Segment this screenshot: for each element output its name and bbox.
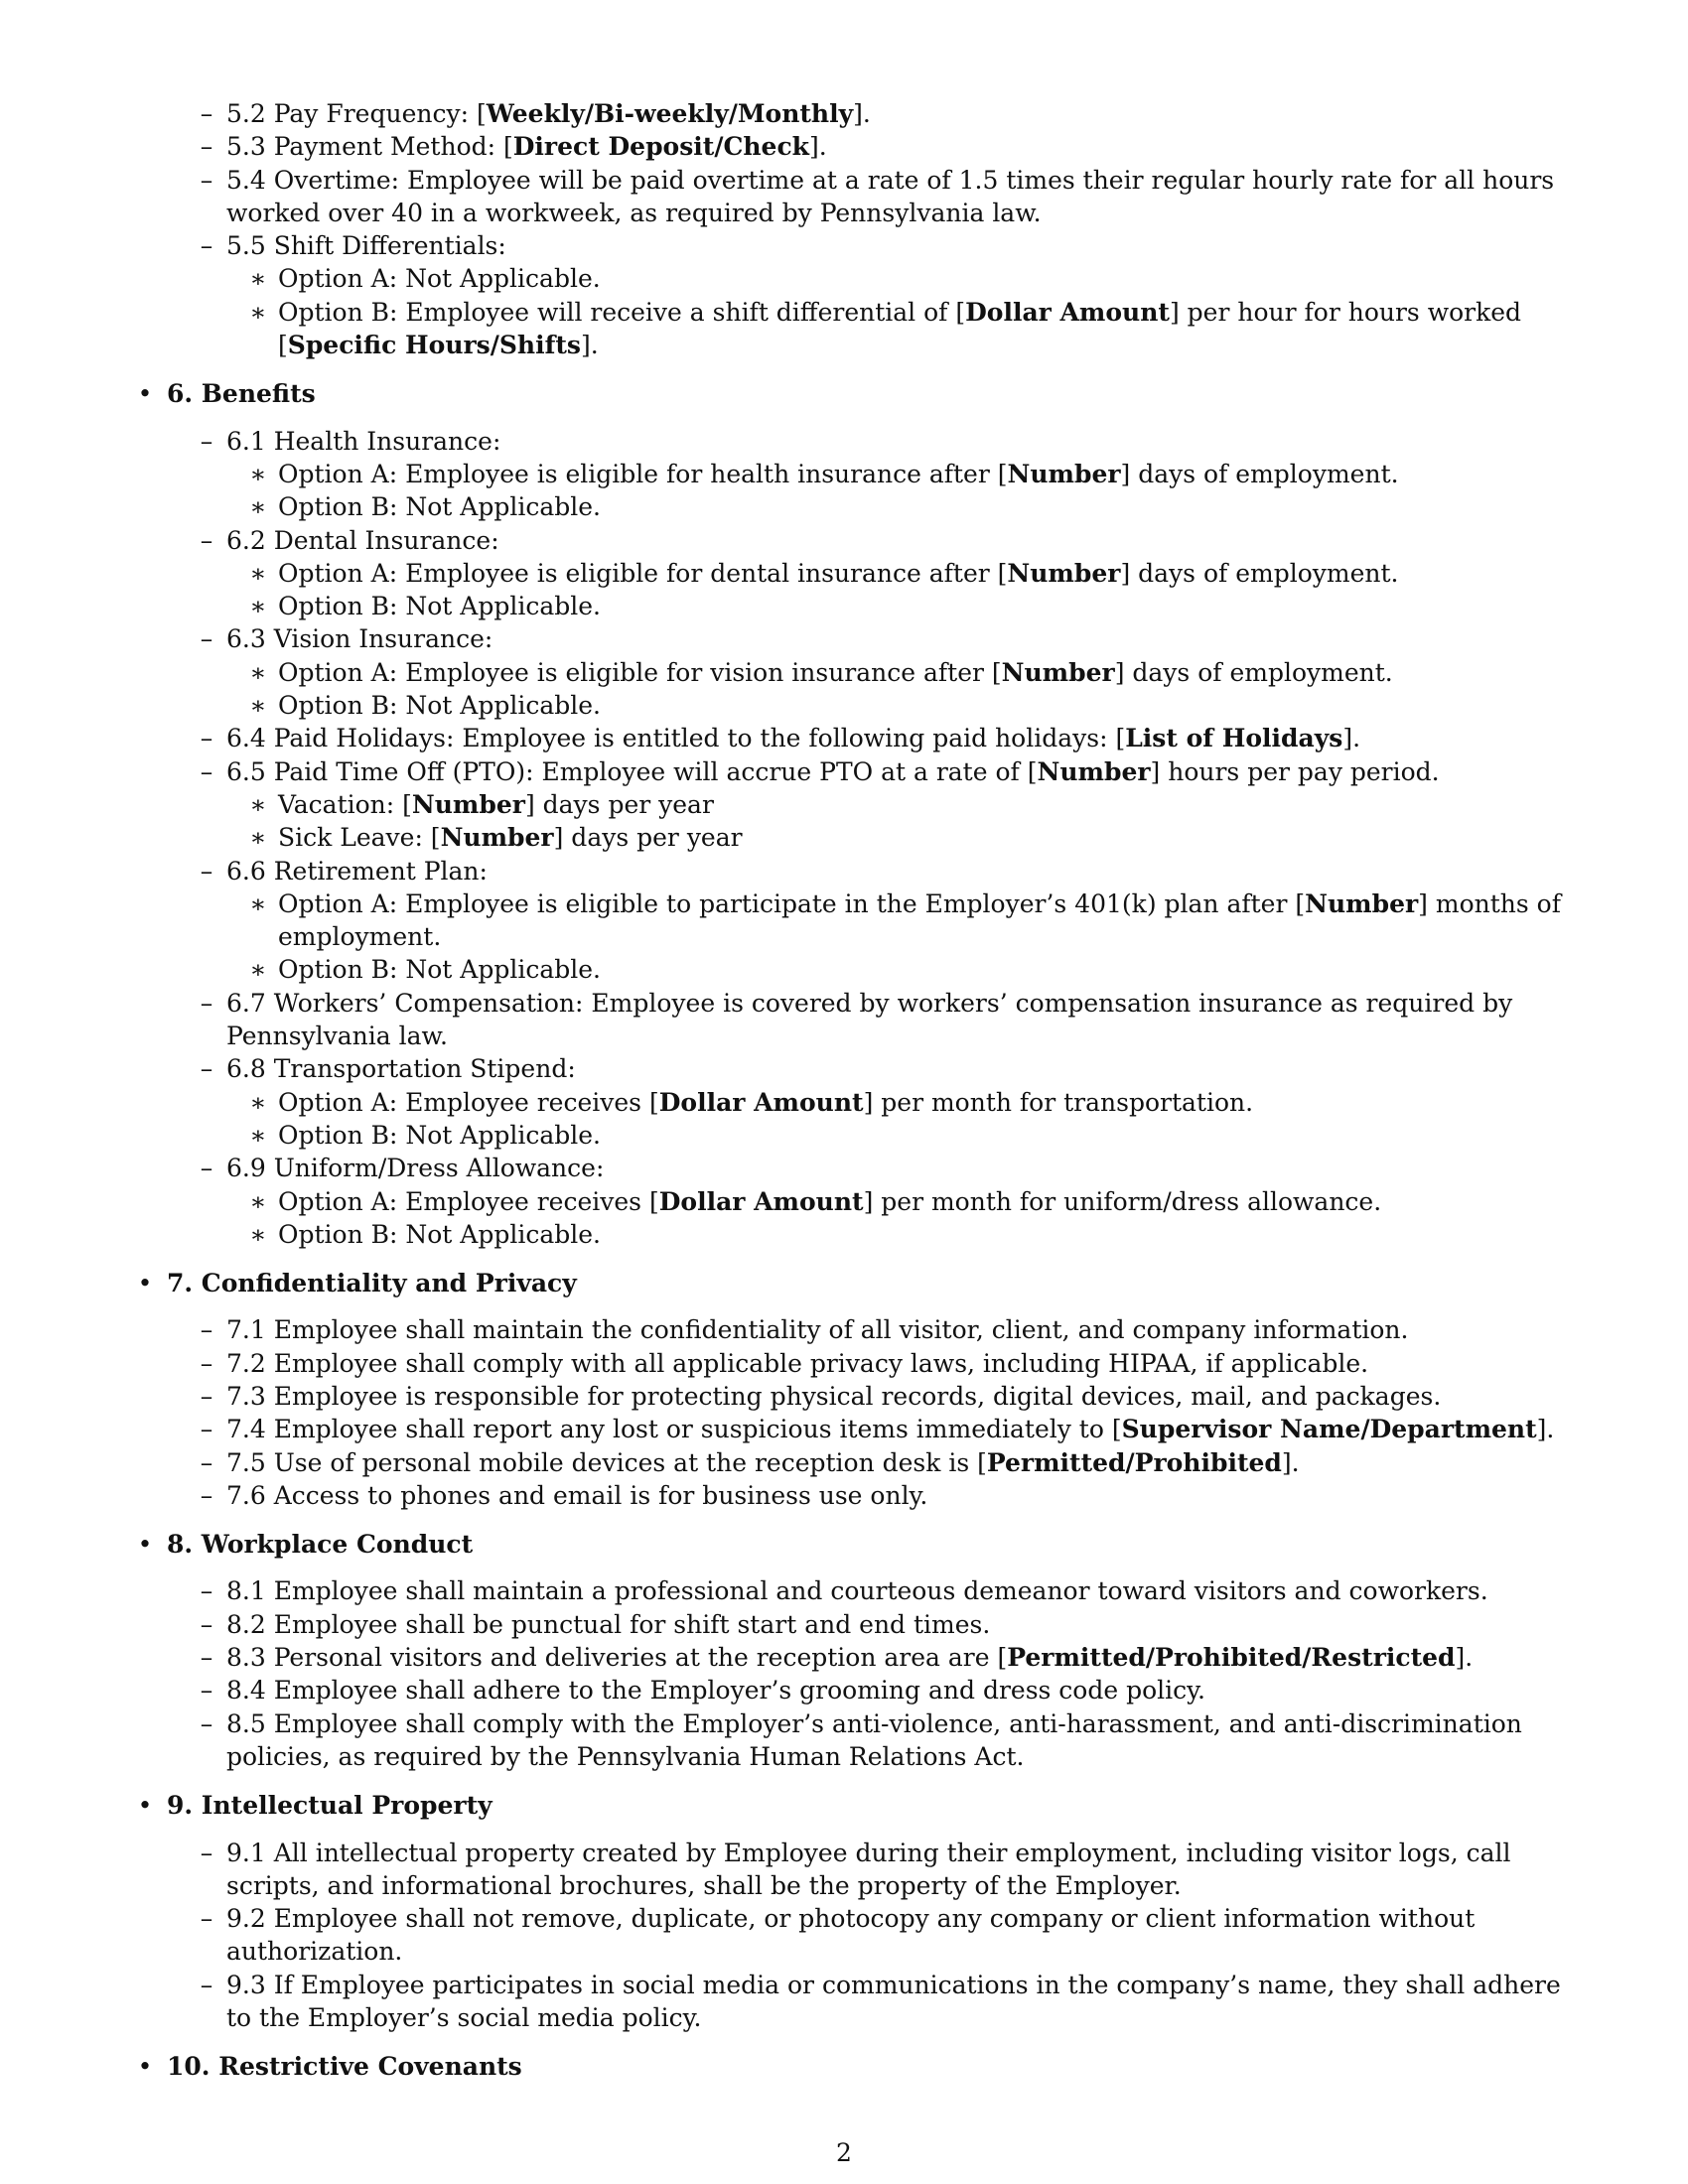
asterisk-icon: ∗ <box>249 264 267 294</box>
dash-icon: – <box>200 988 213 1018</box>
option-body <box>278 262 1585 295</box>
document-body <box>135 97 1585 2084</box>
placeholder-field: Number <box>440 823 554 853</box>
section-title: 10. Restrictive Covenants <box>167 2052 522 2082</box>
asterisk-icon: ∗ <box>249 823 267 853</box>
option-item <box>226 953 1585 986</box>
clause-text: 6.5 Paid Time Off (PTO): Employee will accrue PTO at a rate of [ <box>226 756 1038 786</box>
clause-text: Option A: Employee receives [ <box>278 1186 659 1216</box>
clause-text: 7.3 Employee is responsible for protecting physical records, digital devices, mail, and packages. <box>226 1381 1442 1411</box>
clause-text: ] months of employment. <box>278 888 1561 952</box>
option-body <box>278 656 1585 689</box>
dash-icon: – <box>200 1838 213 1867</box>
clause-body <box>226 1902 1585 1969</box>
clause-item <box>167 1837 1585 1903</box>
bullet-icon: • <box>137 1530 153 1560</box>
clause-item <box>167 1380 1585 1413</box>
placeholder-field: List of Holidays <box>1125 724 1343 753</box>
dash-icon: – <box>200 1576 213 1606</box>
clause-text: 6.2 Dental Insurance: <box>226 525 499 555</box>
option-list <box>226 458 1585 524</box>
option-list <box>226 557 1585 623</box>
clause-item <box>167 722 1585 754</box>
option-item <box>226 490 1585 523</box>
section-7 <box>135 1528 1585 1773</box>
clause-text: 5.2 Pay Frequency: [ <box>226 99 487 128</box>
bullet-icon: • <box>137 2052 153 2082</box>
option-body <box>278 1086 1585 1119</box>
section-9 <box>135 2050 1585 2083</box>
clause-text: ]. <box>1342 724 1361 753</box>
asterisk-icon: ∗ <box>249 789 267 819</box>
dash-icon: – <box>200 1904 213 1934</box>
clause-text: Option B: Not Applicable. <box>278 592 601 621</box>
clause-body <box>226 97 1585 130</box>
clause-text: 8.2 Employee shall be punctual for shift start and end times. <box>226 1609 991 1639</box>
dash-icon: – <box>200 624 213 654</box>
clause-item <box>167 1674 1585 1706</box>
placeholder-field: Direct Deposit/Check <box>512 132 809 162</box>
option-item <box>226 557 1585 590</box>
asterisk-icon: ∗ <box>249 955 267 985</box>
option-item <box>226 262 1585 295</box>
clause-list <box>135 97 1585 361</box>
option-item <box>226 689 1585 722</box>
placeholder-field: Weekly/Bi-weekly/Monthly <box>486 99 854 128</box>
clause-body <box>226 1413 1585 1445</box>
dash-icon: – <box>200 1447 213 1477</box>
clause-list <box>167 1574 1585 1773</box>
dash-icon: – <box>200 1348 213 1378</box>
dash-icon: – <box>200 1480 213 1510</box>
clause-text: ]. <box>1281 1447 1300 1477</box>
placeholder-field: Specific Hours/Shifts <box>287 331 581 360</box>
clause-item <box>167 1641 1585 1674</box>
dash-icon: – <box>200 1609 213 1639</box>
clause-text: ] days per year <box>553 823 743 853</box>
bullet-icon: • <box>137 1791 153 1821</box>
clause-item <box>167 97 1585 130</box>
clause-text: 6.3 Vision Insurance: <box>226 624 493 654</box>
dash-icon: – <box>200 99 213 128</box>
dash-icon: – <box>200 756 213 786</box>
clause-text: 5.4 Overtime: Employee will be paid overtime at a rate of 1.5 times their regular hourly rate for all hours worked over 40 in a workweek, as required by Pennsylvania law. <box>226 165 1555 227</box>
clause-item <box>167 1969 1585 2035</box>
clause-item <box>167 1574 1585 1607</box>
option-item <box>226 1086 1585 1119</box>
placeholder-field: Dollar Amount <box>658 1186 864 1216</box>
clause-text: Option B: Not Applicable. <box>278 691 601 721</box>
option-body <box>278 1185 1585 1218</box>
clause-text: 7.1 Employee shall maintain the confidentiality of all visitor, client, and company information. <box>226 1315 1409 1345</box>
clause-text: ] per month for uniform/dress allowance. <box>863 1186 1382 1216</box>
asterisk-icon: ∗ <box>249 492 267 522</box>
asterisk-icon: ∗ <box>249 1087 267 1117</box>
dash-icon: – <box>200 1708 213 1738</box>
option-item <box>226 821 1585 854</box>
clause-body <box>226 524 1585 557</box>
clause-body <box>226 164 1585 230</box>
clause-body <box>226 1707 1585 1774</box>
asterisk-icon: ∗ <box>249 297 267 327</box>
clause-item <box>167 229 1585 361</box>
clause-text: 8.1 Employee shall maintain a professional and courteous demeanor toward visitors and coworkers. <box>226 1576 1488 1606</box>
asterisk-icon: ∗ <box>249 459 267 488</box>
placeholder-field: Number <box>1001 657 1115 687</box>
clause-body <box>226 755 1585 788</box>
clause-body <box>226 987 1585 1053</box>
option-item <box>226 590 1585 622</box>
clause-text: 6.4 Paid Holidays: Employee is entitled to the following paid holidays: [ <box>226 724 1126 753</box>
option-item <box>226 788 1585 821</box>
placeholder-field: Permitted/Prohibited <box>986 1447 1282 1477</box>
clause-text: 6.1 Health Insurance: <box>226 426 501 456</box>
option-list <box>226 887 1585 987</box>
placeholder-field: Number <box>1007 459 1121 488</box>
option-item <box>226 458 1585 490</box>
clause-list <box>167 1837 1585 2035</box>
placeholder-field: Number <box>1007 558 1121 588</box>
clause-body <box>226 1574 1585 1607</box>
asterisk-icon: ∗ <box>249 592 267 621</box>
clause-text: ] days of employment. <box>1120 558 1399 588</box>
asterisk-icon: ∗ <box>249 1219 267 1249</box>
clause-text: 8.5 Employee shall comply with the Employer’s anti-violence, anti-harassment, and anti-discrimination policies, as required by the Pennsylvania Human Relations Act. <box>226 1708 1522 1771</box>
clause-text: Sick Leave: [ <box>278 823 441 853</box>
clause-body <box>226 1152 1585 1184</box>
clause-text: 7.5 Use of personal mobile devices at the reception desk is [ <box>226 1447 987 1477</box>
clause-item <box>167 755 1585 855</box>
placeholder-field: Permitted/Prohibited/Restricted <box>1007 1643 1456 1673</box>
option-item <box>226 296 1585 362</box>
clause-text: 9.2 Employee shall not remove, duplicate, or photocopy any company or client information without authorization. <box>226 1904 1476 1967</box>
clause-text: Option B: Employee will receive a shift differential of [ <box>278 297 966 327</box>
clause-text: Option A: Employee is eligible for vision insurance after [ <box>278 657 1002 687</box>
option-body <box>278 1218 1585 1251</box>
clause-text: ] per month for transportation. <box>863 1087 1254 1117</box>
asterisk-icon: ∗ <box>249 558 267 588</box>
dash-icon: – <box>200 1643 213 1673</box>
dash-icon: – <box>200 426 213 456</box>
clause-text: ] days of employment. <box>1120 459 1399 488</box>
clause-item <box>167 1152 1585 1251</box>
clause-text: ] days of employment. <box>1114 657 1393 687</box>
clause-item <box>167 130 1585 163</box>
clause-body <box>226 425 1585 458</box>
clause-item <box>167 855 1585 987</box>
clause-body <box>226 622 1585 655</box>
clause-text: 7.2 Employee shall comply with all applicable privacy laws, including HIPAA, if applicable. <box>226 1348 1369 1378</box>
clause-text: ] days per year <box>524 789 714 819</box>
option-body <box>278 490 1585 523</box>
dash-icon: – <box>200 132 213 162</box>
option-item <box>226 656 1585 689</box>
asterisk-icon: ∗ <box>249 888 267 918</box>
clause-item <box>167 164 1585 230</box>
clause-text: 7.6 Access to phones and email is for business use only. <box>226 1480 928 1510</box>
bullet-icon: • <box>137 1269 153 1298</box>
dash-icon: – <box>200 1054 213 1084</box>
placeholder-field: Number <box>1037 756 1151 786</box>
clause-text: ]. <box>809 132 827 162</box>
option-item <box>226 1218 1585 1251</box>
dash-icon: – <box>200 1154 213 1183</box>
clause-body <box>226 1641 1585 1674</box>
option-item <box>226 887 1585 954</box>
clause-text: 7.4 Employee shall report any lost or suspicious items immediately to [ <box>226 1415 1122 1444</box>
section-5 <box>135 377 1585 1251</box>
placeholder-field: Number <box>1305 888 1419 918</box>
clause-text: 8.3 Personal visitors and deliveries at the reception area are [ <box>226 1643 1008 1673</box>
clause-text: ] hours per pay period. <box>1150 756 1440 786</box>
clause-item <box>167 1608 1585 1641</box>
page-number: 2 <box>836 2138 852 2167</box>
placeholder-field: Number <box>411 789 525 819</box>
dash-icon: – <box>200 724 213 753</box>
clause-body <box>226 1313 1585 1346</box>
asterisk-icon: ∗ <box>249 1186 267 1216</box>
clause-text: 6.7 Workers’ Compensation: Employee is covered by workers’ compensation insurance as required by Pennsylvania law. <box>226 988 1513 1051</box>
clause-text: ] per hour for hours worked [ <box>278 297 1522 360</box>
section-title: 6. Benefits <box>167 379 316 409</box>
clause-body <box>226 722 1585 754</box>
dash-icon: – <box>200 231 213 261</box>
option-item <box>226 1119 1585 1152</box>
section-continued <box>135 97 1585 361</box>
clause-text: Option A: Employee receives [ <box>278 1087 659 1117</box>
option-body <box>278 887 1585 954</box>
dash-icon: – <box>200 856 213 886</box>
placeholder-field: Supervisor Name/Department <box>1121 1415 1537 1444</box>
dash-icon: – <box>200 1676 213 1706</box>
clause-list <box>167 425 1585 1251</box>
section-title: 9. Intellectual Property <box>167 1791 492 1821</box>
dash-icon: – <box>200 1415 213 1444</box>
section-title: 8. Workplace Conduct <box>167 1530 474 1560</box>
option-body <box>278 788 1585 821</box>
clause-text: Vacation: [ <box>278 789 412 819</box>
clause-body <box>226 1479 1585 1512</box>
clause-text: ]. <box>1455 1643 1474 1673</box>
clause-list <box>167 1313 1585 1512</box>
clause-item <box>167 1446 1585 1479</box>
dash-icon: – <box>200 165 213 195</box>
clause-item <box>167 524 1585 623</box>
dash-icon: – <box>200 1970 213 1999</box>
option-body <box>278 557 1585 590</box>
option-list <box>226 1086 1585 1153</box>
clause-body <box>226 1969 1585 2035</box>
dash-icon: – <box>200 1381 213 1411</box>
clause-text: Option B: Not Applicable. <box>278 492 601 522</box>
option-body <box>278 689 1585 722</box>
option-body <box>278 458 1585 490</box>
option-item <box>226 1185 1585 1218</box>
clause-text: ]. <box>580 331 599 360</box>
option-body <box>278 590 1585 622</box>
option-list <box>226 1185 1585 1252</box>
clause-item <box>167 1413 1585 1445</box>
clause-body <box>226 1380 1585 1413</box>
clause-item <box>167 425 1585 524</box>
placeholder-field: Dollar Amount <box>658 1087 864 1117</box>
clause-item <box>167 1347 1585 1380</box>
clause-item <box>167 1313 1585 1346</box>
clause-body <box>226 1837 1585 1903</box>
clause-text: 9.1 All intellectual property created by Employee during their employment, including visitor logs, call scripts, and informational brochures, shall be the property of the Employer. <box>226 1838 1511 1900</box>
clause-text: 6.9 Uniform/Dress Allowance: <box>226 1154 605 1183</box>
clause-item <box>167 1707 1585 1774</box>
clause-text: Option A: Not Applicable. <box>278 264 601 294</box>
clause-text: 5.5 Shift Differentials: <box>226 231 506 261</box>
clause-body <box>226 1052 1585 1085</box>
clause-text: 6.6 Retirement Plan: <box>226 856 488 886</box>
section-8 <box>135 1789 1585 2034</box>
clause-body <box>226 229 1585 262</box>
option-list <box>226 788 1585 855</box>
clause-item <box>167 1902 1585 1969</box>
clause-item <box>167 622 1585 722</box>
option-list <box>226 262 1585 361</box>
clause-text: Option A: Employee is eligible for dental insurance after [ <box>278 558 1008 588</box>
dash-icon: – <box>200 525 213 555</box>
option-body <box>278 1119 1585 1152</box>
option-body <box>278 953 1585 986</box>
clause-body <box>226 1608 1585 1641</box>
clause-item <box>167 1479 1585 1512</box>
asterisk-icon: ∗ <box>249 691 267 721</box>
option-body <box>278 296 1585 362</box>
clause-text: Option B: Not Applicable. <box>278 1219 601 1249</box>
clause-body <box>226 1446 1585 1479</box>
clause-item <box>167 1052 1585 1152</box>
clause-text: Option A: Employee is eligible to participate in the Employer’s 401(k) plan after [ <box>278 888 1306 918</box>
section-6 <box>135 1267 1585 1512</box>
clause-text: 8.4 Employee shall adhere to the Employer’s grooming and dress code policy. <box>226 1676 1205 1706</box>
clause-body <box>226 855 1585 887</box>
bullet-icon: • <box>137 379 153 409</box>
asterisk-icon: ∗ <box>249 1120 267 1150</box>
asterisk-icon: ∗ <box>249 657 267 687</box>
clause-text: Option A: Employee is eligible for health insurance after [ <box>278 459 1008 488</box>
dash-icon: – <box>200 1315 213 1345</box>
clause-body <box>226 1674 1585 1706</box>
clause-text: Option B: Not Applicable. <box>278 955 601 985</box>
section-title: 7. Confidentiality and Privacy <box>167 1269 577 1298</box>
clause-text: 9.3 If Employee participates in social media or communications in the company’s name, they shall adhere to the Employer’s social media policy. <box>226 1970 1561 2033</box>
clause-body <box>226 130 1585 163</box>
clause-text: 5.3 Payment Method: [ <box>226 132 513 162</box>
placeholder-field: Dollar Amount <box>965 297 1170 327</box>
clause-text: ]. <box>853 99 871 128</box>
clause-text: Option B: Not Applicable. <box>278 1120 601 1150</box>
clause-body <box>226 1347 1585 1380</box>
clause-text: ]. <box>1536 1415 1555 1444</box>
clause-item <box>167 987 1585 1053</box>
option-body <box>278 821 1585 854</box>
option-list <box>226 656 1585 723</box>
clause-text: 6.8 Transportation Stipend: <box>226 1054 576 1084</box>
